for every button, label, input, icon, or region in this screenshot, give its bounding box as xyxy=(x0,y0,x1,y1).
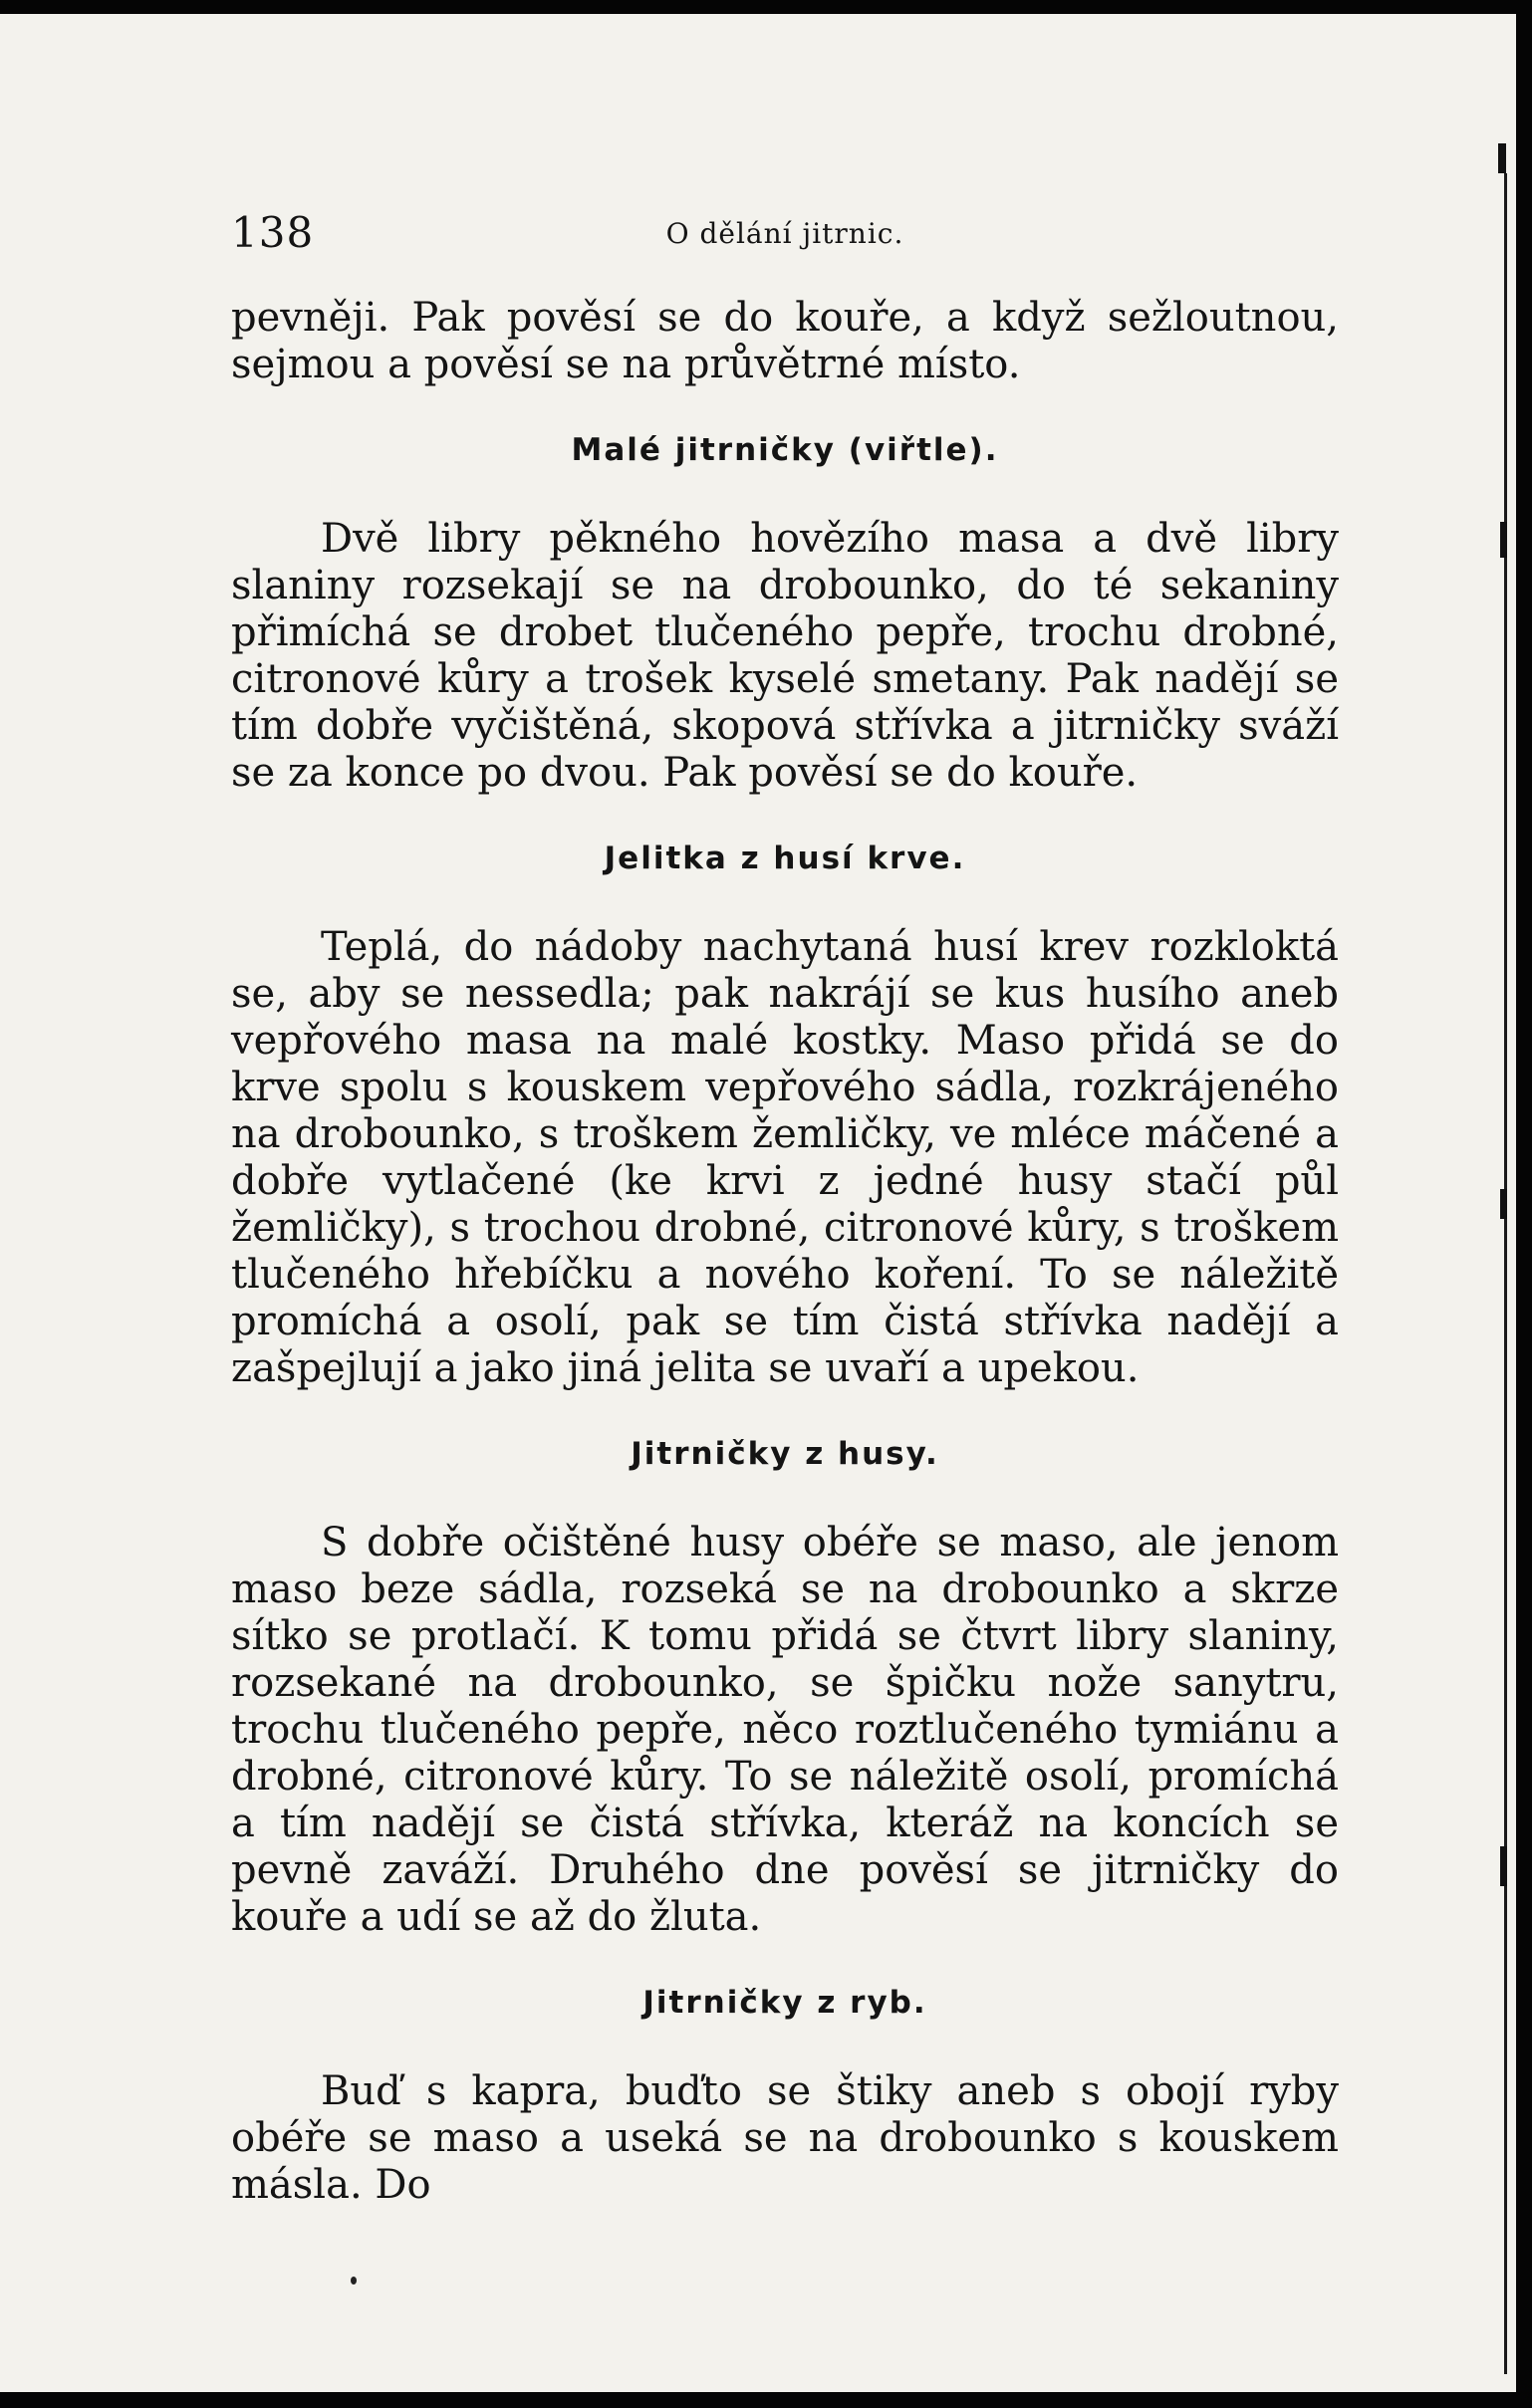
section-heading-jitrnicky-z-ryb: Jitrničky z ryb. xyxy=(642,1985,927,2021)
page-number: 138 xyxy=(231,208,315,257)
section-paragraph-jitrnicky-z-husy: S dobře očištěné husy obéře se maso, ale jenom maso beze sádla, rozseká se na drobounko a skrze sítko se protlačí. K tomu přidá se čtvrt libry slaniny, rozsekané na drobounko, se špičku nože sanytru, trochu tlučeného pepře, něco roztlučeného tymiánu a drobné, citronové kůry. To se náležitě osolí, promíchá a tím nadějí se čistá střívka, kteráž na koncích se pevně zaváží. Druhého dne pověsí se jitrničky do kouře a udí se až do žluta. xyxy=(231,1520,1339,1940)
page-body xyxy=(231,295,1339,2209)
book-page xyxy=(0,14,1516,2392)
intro-paragraph: pevněji. Pak pověsí se do kouře, a když sežloutnou, sejmou a pověsí se na průvětrné místo. xyxy=(231,295,1339,387)
page-edge-mark xyxy=(1500,1846,1507,1886)
section-paragraph-jitrnicky-z-ryb: Buď s kapra, buďto se štiky aneb s obojí ryby obéře se maso a useká se na drobounko s kouskem másla. Do xyxy=(231,2068,1339,2208)
running-title: O dělání jitrnic. xyxy=(665,217,904,250)
page-edge-mark xyxy=(1500,522,1507,558)
section-paragraph-male-jitrnicky: Dvě libry pěkného hovězího masa a dvě libry slaniny rozsekají se na drobounko, do té sekaniny přimíchá se drobet tlučeného pepře, trochu drobné, citronové kůry a trošek kyselé smetany. Pak nadějí se tím dobře vyčištěná, skopová střívka a jitrničky sváží se za konce po dvou. Pak pověsí se do kouře. xyxy=(231,516,1339,796)
page-edge-shadow xyxy=(1504,173,1507,2374)
page-edge-mark xyxy=(1498,143,1506,173)
ink-speck xyxy=(351,2277,357,2285)
section-heading-jelitka: Jelitka z husí krve. xyxy=(604,841,966,876)
section-heading-jitrnicky-z-husy: Jitrničky z husy. xyxy=(631,1436,939,1472)
page-edge-mark xyxy=(1500,1189,1507,1219)
section-heading-male-jitrnicky: Malé jitrničky (viřtle). xyxy=(571,432,999,468)
page-header xyxy=(231,205,1339,265)
section-paragraph-jelitka: Teplá, do nádoby nachytaná husí krev rozkloktá se, aby se nessedla; pak nakrájí se kus husího aneb vepřového masa na malé kostky. Maso přidá se do krve spolu s kouskem vepřového sádla, rozkrájeného na drobounko, s troškem žemličky, ve mléce máčené a dobře vytlačené (ke krvi z jedné husy stačí půl žemličky), s trochou drobné, citronové kůry, s troškem tlučeného hřebíčku a nového koření. To se náležitě promíchá a osolí, pak se tím čistá střívka nadějí a zašpejlují a jako jiná jelita se uvaří a upekou. xyxy=(231,924,1339,1391)
